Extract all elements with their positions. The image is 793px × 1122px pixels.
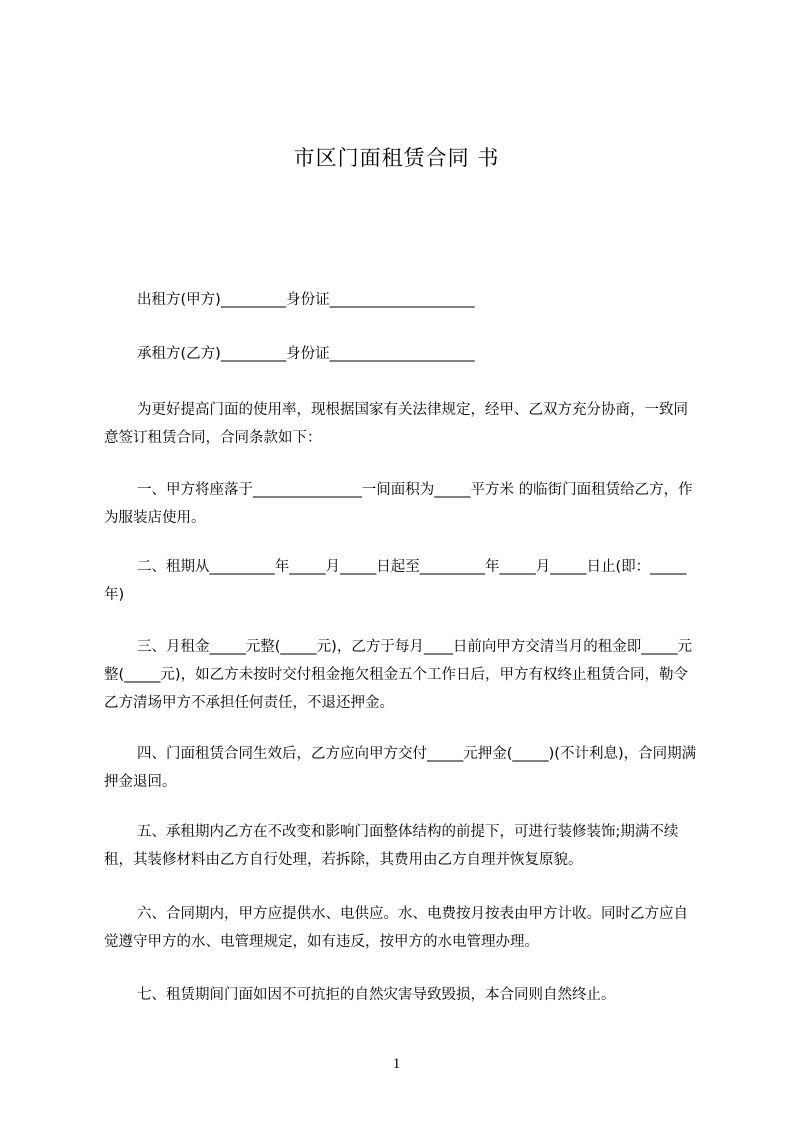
party-b-line: 承租方(乙方)_________身份证____________________ xyxy=(137,346,475,362)
clause-7 xyxy=(104,981,699,1009)
clause-2-text: 二、租期从_________年_____月_____日起至_________年_____月_____日止(即：_____年) xyxy=(104,559,687,603)
party-a-line: 出租方(甲方)_________身份证____________________ xyxy=(137,292,475,308)
clause-7-text: 七、租赁期间门面如因不可抗拒的自然灾害导致毁损，本合同则自然终止。 xyxy=(137,987,616,1003)
clause-4 xyxy=(104,740,699,796)
page-number: 1 xyxy=(392,1056,401,1072)
intro-paragraph xyxy=(104,396,699,452)
clause-3 xyxy=(104,633,699,717)
clause-6 xyxy=(104,900,699,956)
clause-5-text: 五、承租期内乙方在不改变和影响门面整体结构的前提下，可进行装修装饰;期满不续租，其装修材料由乙方自行处理，若拆除，其费用由乙方自理并恢复原貌。 xyxy=(104,824,679,868)
clause-4-text: 四、门面租赁合同生效后，乙方应向甲方交付_____元押金(_____)(不计利息)，合同期满押金退回。 xyxy=(104,746,697,790)
clause-1 xyxy=(104,476,699,532)
clause-6-text: 六、合同期内，甲方应提供水、电供应。水、电费按月按表由甲方计收。同时乙方应自觉遵守甲方的水、电管理规定，如有违反，按甲方的水电管理办理。 xyxy=(104,906,688,950)
clause-5 xyxy=(104,818,699,874)
clause-1-text: 一、甲方将座落于_______________一间面积为_____平方米 的临街门面租赁给乙方，作为服装店使用。 xyxy=(104,482,693,526)
clause-3-text: 三、月租金_____元整(_____元)，乙方于每月____日前向甲方交清当月的租金即_____元整(_____元)，如乙方未按时交付租金拖欠租金五个工作日后，甲方有权终止租赁合同，勒令乙方清场甲方不承担任何责任，不退还押金。 xyxy=(104,639,693,711)
document-title: 市区门面租赁合同 书 xyxy=(293,146,500,170)
clause-2 xyxy=(104,553,699,609)
intro-text: 为更好提高门面的使用率，现根据国家有关法律规定，经甲、乙双方充分协商，一致同意签订租赁合同，合同条款如下： xyxy=(104,402,688,446)
